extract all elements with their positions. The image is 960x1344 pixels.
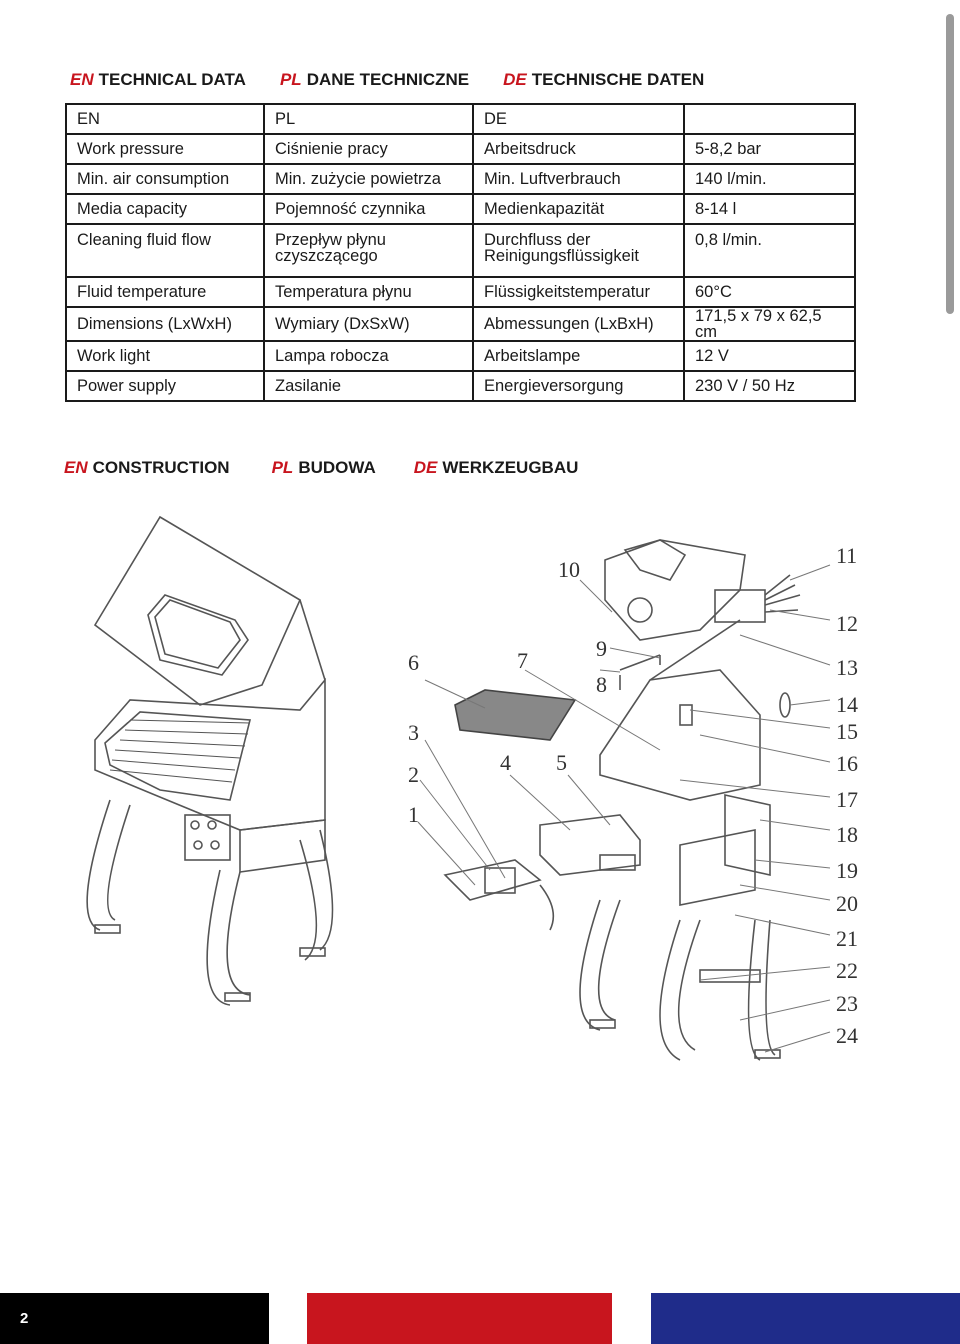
- part-number-label: 24: [836, 1023, 858, 1048]
- part-number-label: 16: [836, 751, 858, 776]
- assembled-cabinet-illustration: [87, 517, 332, 1005]
- part-number-label: 1: [408, 802, 419, 827]
- part-number-label: 17: [836, 787, 858, 812]
- part-number-label: 12: [836, 611, 858, 636]
- table-header-row: EN PL DE: [66, 104, 855, 134]
- table-row: Media capacity Pojemność czynnika Medienkapazität 8-14 l: [66, 194, 855, 224]
- construction-heading: EN CONSTRUCTION PL BUDOWA DE WERKZEUGBAU: [64, 458, 579, 477]
- part-number-label: 10: [558, 557, 580, 582]
- part-number-label: 3: [408, 720, 419, 745]
- part-number-label: 6: [408, 650, 419, 675]
- exploded-view-illustration: [418, 540, 830, 1060]
- part-number-label: 11: [836, 543, 858, 568]
- part-number-label: 5: [556, 750, 567, 775]
- part-number-label: 2: [408, 762, 419, 787]
- part-number-label: 14: [836, 692, 858, 717]
- footer-red-bar: [307, 1293, 612, 1344]
- part-number-label: 7: [517, 648, 528, 673]
- part-number-label: 9: [596, 636, 607, 661]
- table-row: Cleaning fluid flow Przepływ płynu czyszczącego Durchfluss der Reinigungsflüssigkeit 0,8 l/min.: [66, 224, 855, 277]
- technical-data-table: [65, 103, 856, 402]
- part-number-label: 19: [836, 858, 858, 883]
- scrollbar[interactable]: [946, 14, 954, 314]
- table-row: Power supply Zasilanie Energieversorgung 230 V / 50 Hz: [66, 371, 855, 401]
- technical-data-heading: EN TECHNICAL DATA PL DANE TECHNICZNE DE TECHNISCHE DATEN: [70, 70, 705, 89]
- table-row: Work pressure Ciśnienie pracy Arbeitsdruck 5-8,2 bar: [66, 134, 855, 164]
- part-number-label: 23: [836, 991, 858, 1016]
- part-number-label: 4: [500, 750, 511, 775]
- part-number-label: 13: [836, 655, 858, 680]
- table-row: Fluid temperature Temperatura płynu Flüssigkeitstemperatur 60°C: [66, 277, 855, 307]
- part-number-label: 15: [836, 719, 858, 744]
- table-row: Min. air consumption Min. zużycie powietrza Min. Luftverbrauch 140 l/min.: [66, 164, 855, 194]
- part-number-label: 22: [836, 958, 858, 983]
- part-number-label: 20: [836, 891, 858, 916]
- part-number-label: 8: [596, 672, 607, 697]
- page-number: 2: [20, 1310, 29, 1327]
- footer-black-bar: [0, 1293, 269, 1344]
- table-row: Dimensions (LxWxH) Wymiary (DxSxW) Abmessungen (LxBxH) 171,5 x 79 x 62,5 cm: [66, 307, 855, 341]
- part-number-label: 21: [836, 926, 858, 951]
- part-number-label: 18: [836, 822, 858, 847]
- construction-drawing: [0, 500, 960, 1100]
- table-row: Work light Lampa robocza Arbeitslampe 12 V: [66, 341, 855, 371]
- footer-blue-bar: [651, 1293, 960, 1344]
